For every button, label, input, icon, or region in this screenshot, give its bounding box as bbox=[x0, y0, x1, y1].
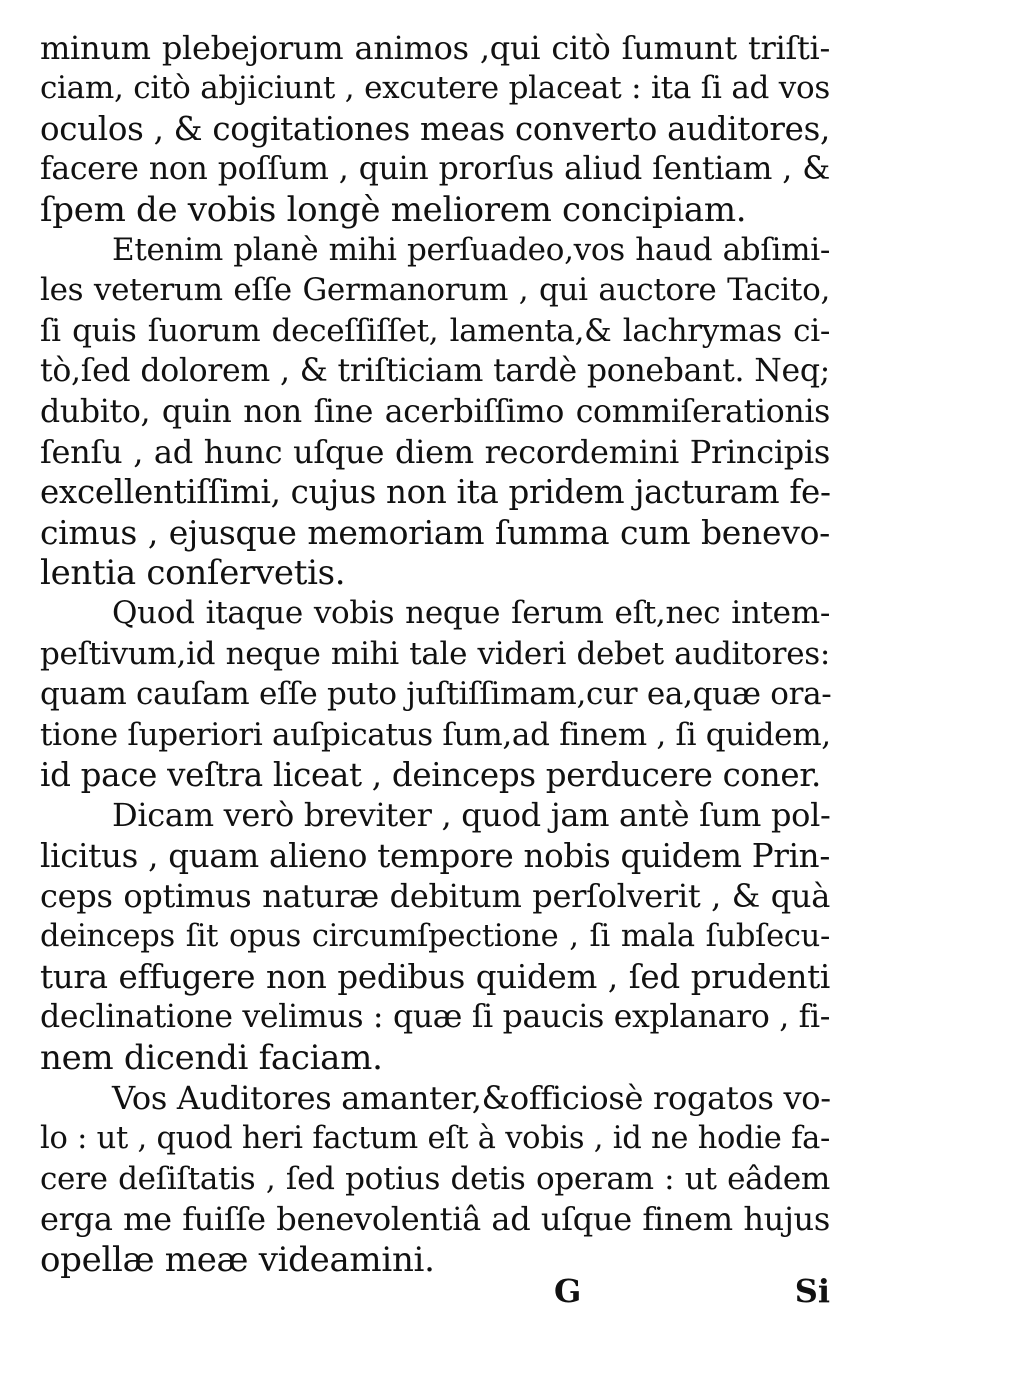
catchword: Si bbox=[794, 1272, 830, 1310]
text-line: lentia conſervetis. bbox=[40, 553, 346, 594]
text-line: tura effugere non pedibus quidem , ſed prudenti bbox=[40, 957, 830, 996]
text-line: deinceps ſit opus circumſpectione , ſi mala ſubſecu- bbox=[40, 918, 830, 954]
text-line: cere deſiſtatis , ſed potius detis operam : ut eâdem bbox=[40, 1160, 830, 1197]
text-line: lo : ut , quod heri factum eſt à vobis , id ne hodie fa- bbox=[40, 1120, 830, 1156]
text-line: tò,ſed dolorem , & triſticiam tardè ponebant. Neq; bbox=[40, 353, 830, 390]
text-line: cimus , ejusque memoriam ſumma cum benevo- bbox=[40, 512, 830, 552]
text-line: ceps optimus naturæ debitum perſolverit , & quà bbox=[40, 877, 830, 916]
text-line: dubito, quin non ſine acerbiſſimo commiſerationis bbox=[40, 393, 830, 430]
text-line: excellentiſſimi, cujus non ita pridem jacturam fe- bbox=[40, 473, 831, 512]
text-line: ciam, citò abjiciunt , excutere placeat : ita ſi ad vos bbox=[40, 70, 830, 107]
signature-mark: G bbox=[554, 1272, 582, 1310]
text-line: les veterum eſſe Germanorum , qui auctore Tacito, bbox=[40, 272, 830, 309]
text-line: Vos Auditores amanter,&officiosè rogatos vo- bbox=[112, 1079, 831, 1118]
text-line: tione ſuperiori auſpicatus ſum,ad finem , ſi quidem, bbox=[40, 716, 831, 753]
text-line: quam cauſam eſſe puto juſtiſſimam,cur ea,quæ ora- bbox=[40, 676, 832, 713]
text-line: peſtivum,id neque mihi tale videri debet auditores: bbox=[40, 635, 830, 672]
text-line: erga me fuiſſe benevolentiâ ad uſque finem hujus bbox=[40, 1200, 830, 1239]
text-line: ſi quis ſuorum deceſſiſſet, lamenta,& lachrymas ci- bbox=[40, 312, 830, 349]
text-line: minum plebejorum animos ,qui citò ſumunt triſti- bbox=[40, 29, 830, 67]
text-line: nem dicendi faciam. bbox=[40, 1037, 383, 1078]
text-line: id pace veſtra liceat , deinceps perducere coner. bbox=[40, 756, 822, 795]
body-text bbox=[40, 28, 830, 1280]
text-line: facere non poſſum , quin prorſus aliud ſentiam , & bbox=[40, 151, 830, 188]
text-line: Etenim planè mihi perſuadeo,vos haud abſimi- bbox=[112, 231, 830, 268]
text-line: ſenſu , ad hunc uſque diem recordemini Principis bbox=[40, 432, 830, 471]
text-line: Quod itaque vobis neque ſerum eſt,nec intem- bbox=[112, 595, 830, 632]
text-line: Dicam verò breviter , quod jam antè ſum pol- bbox=[112, 796, 831, 835]
text-line: declinatione velimus : quæ ſi paucis explanaro , fi- bbox=[40, 999, 831, 1036]
text-line: licitus , quam alieno tempore nobis quidem Prin- bbox=[40, 836, 830, 875]
text-line: ſpem de vobis longè meliorem concipiam. bbox=[40, 189, 747, 230]
page-footer bbox=[40, 1272, 830, 1322]
text-line: opellæ meæ videamini. bbox=[40, 1239, 435, 1280]
text-line: oculos , & cogitationes meas converto auditores, bbox=[40, 109, 830, 148]
